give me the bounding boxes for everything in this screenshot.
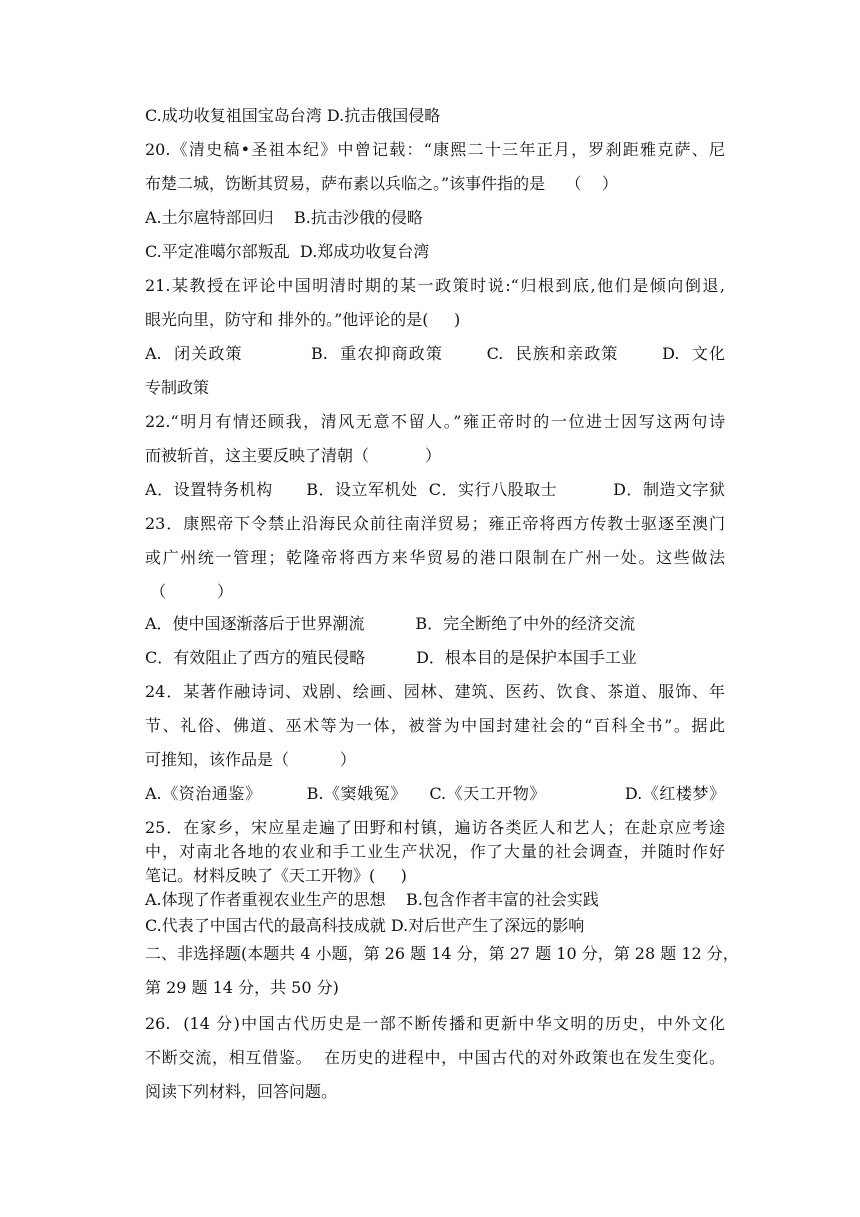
text-line: 25．在家乡，宋应星走遍了田野和村镇，遍访各类匠人和艺人；在赴京应考途 — [145, 818, 725, 837]
text-line: 布楚二城，饬断其贸易，萨布素以兵临之。”该事件指的是 （ ） — [145, 174, 618, 193]
text-line: 可推知，该作品是（ ） — [145, 750, 356, 769]
text-line: 23．康熙帝下令禁止沿海民众前往南洋贸易；雍正帝将西方传教士驱逐至澳门 — [145, 514, 725, 533]
text-line: A.土尔扈特部回归 B.抗击沙俄的侵略 — [145, 208, 423, 227]
text-line: 阅读下列材料，回答问题。 — [145, 1082, 338, 1101]
text-line: 24．某著作融诗词、戏剧、绘画、园林、建筑、医药、饮食、茶道、服饰、年 — [145, 682, 725, 701]
text-line: 26. (14 分)中国古代历史是一部不断传播和更新中华文明的历史，中外文化 — [145, 1014, 725, 1033]
text-line: C.平定准噶尔部叛乱 D.郑成功收复台湾 — [145, 242, 430, 261]
text-line: 二、非选择题(本题共 4 小题，第 26 题 14 分，第 27 题 10 分，第 28 题 12 分， — [145, 944, 739, 963]
text-line: 21.某教授在评论中国明清时期的某一政策时说:“归根到底,他们是倾向倒退, — [145, 276, 725, 295]
text-line: A. 闭关政策 B. 重农抑商政策 C. 民族和亲政策 D. 文化 — [145, 344, 725, 363]
text-line: 中，对南北各地的农业和手工业生产状况，作了大量的社会调查，并随时作好 — [145, 842, 725, 861]
text-line: 第 29 题 14 分，共 50 分) — [145, 978, 339, 997]
text-line: （ ） — [145, 582, 233, 601]
text-line: 20.《清史稿•圣祖本纪》中曾记载：“康熙二十三年正月，罗刹距雅克萨、尼 — [145, 140, 725, 159]
text-line: 专制政策 — [145, 378, 210, 397]
text-line: 22.“明月有情还顾我，清风无意不留人。”雍正帝时的一位进士因写这两句诗 — [145, 412, 725, 431]
text-line: A．设置特务机构 B．设立军机处 C．实行八股取士 D．制造文字狱 — [145, 480, 725, 499]
text-line: C．有效阻止了西方的殖民侵略 D．根本目的是保护本国手工业 — [145, 648, 637, 667]
text-line: A．使中国逐渐落后于世界潮流 B．完全断绝了中外的经济交流 — [145, 614, 636, 633]
text-line: C.代表了中国古代的最高科技成就 D.对后世产生了深远的影响 — [145, 916, 585, 935]
text-line: C.成功收复祖国宝岛台湾 D.抗击俄国侵略 — [145, 106, 441, 125]
text-line: 眼光向里，防守和 排外的。”他评论的是( ) — [145, 310, 461, 329]
text-line: A.《资治通鉴》 B.《窦娥冤》 C.《天工开物》 D.《红楼梦》 — [145, 784, 725, 803]
text-line: A.体现了作者重视农业生产的思想 B.包含作者丰富的社会实践 — [145, 890, 599, 909]
text-line: 或广州统一管理；乾隆帝将西方来华贸易的港口限制在广州一处。这些做法 — [145, 548, 725, 567]
text-line: 节、礼俗、佛道、巫术等为一体，被誉为中国封建社会的“百科全书”。据此 — [145, 716, 725, 735]
text-line: 笔记。材料反映了《天工开物》( ) — [145, 866, 407, 885]
text-line: 不断交流，相互借鉴。 在历史的进程中，中国古代的对外政策也在发生变化。 — [145, 1048, 725, 1067]
text-line: 而被斩首，这主要反映了清朝（ ） — [145, 446, 441, 465]
